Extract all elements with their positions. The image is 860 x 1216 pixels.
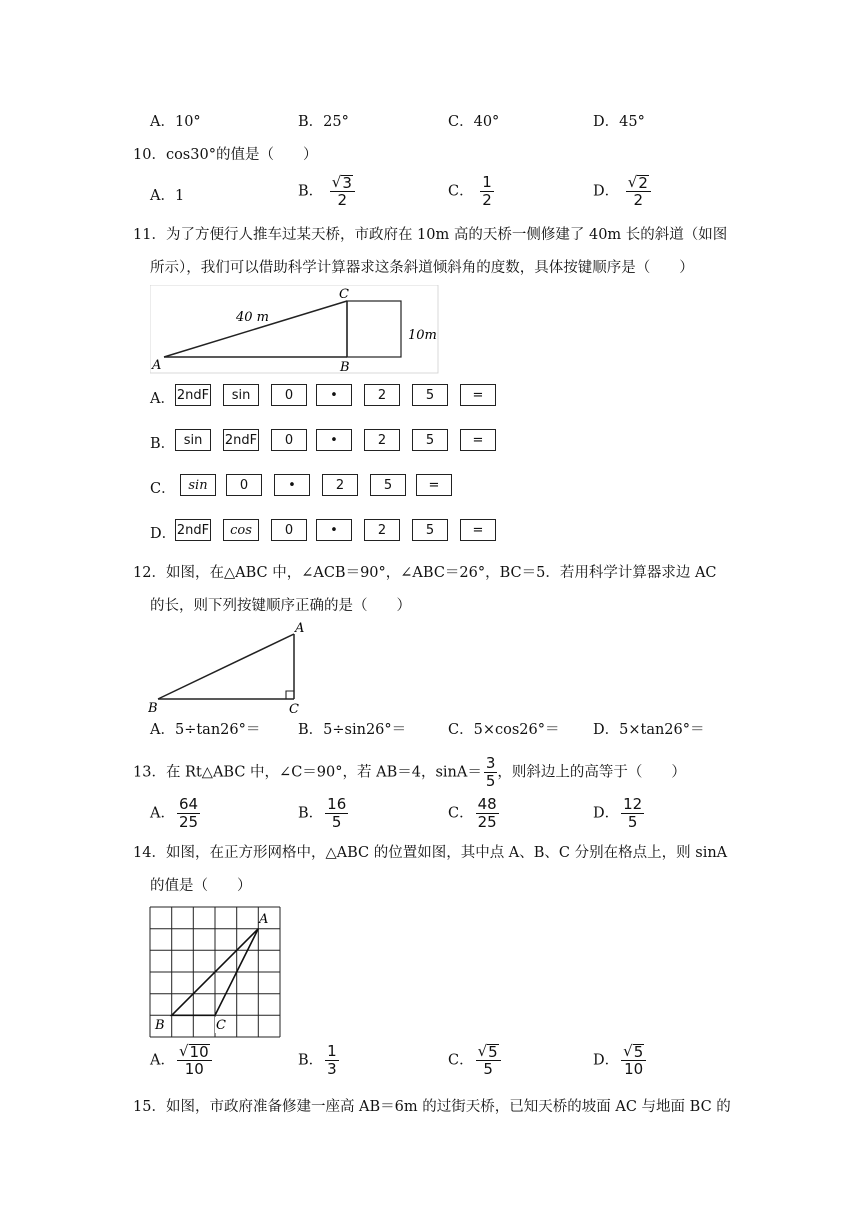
key-5: 5 [412,384,448,406]
q10-option-d-fraction: √ 2 2 [626,174,651,209]
q12-label-b: B [148,701,158,716]
key-sin: sin [175,429,211,451]
q10-stem: 10．cos30°的值是（ ） [133,147,318,163]
key-2ndf: 2ndF [223,429,259,451]
q13-option-d: D． $\frac{12}{5}$ [593,795,643,831]
q11-stem-line2: 所示），我们可以借助科学计算器求这条斜道倾斜角的度数，具体按键顺序是（ ） [150,260,694,276]
key-dot: • [316,384,352,406]
q12-option-a: A．5÷tan26°＝ [150,722,261,738]
key-0: 0 [226,474,262,496]
key-0: 0 [271,384,307,406]
q11-hyp-label: 40 m [236,310,270,325]
key-equals: = [460,519,496,541]
key-5: 5 [412,429,448,451]
q13-stem: 13．在 Rt△ABC 中，∠C＝90°，若 AB＝4，sinA＝ $\frac{3}{5}$ ，则斜边上的高等于（ ） [133,754,686,790]
key-equals: = [460,384,496,406]
q12-figure [148,620,318,716]
q14-label-a: A [259,912,269,927]
key-0: 0 [271,519,307,541]
key-sin: sin [223,384,259,406]
q10-option-b: B． √ 3 2 [298,174,355,209]
q10-option-d: D． √ 2 2 [593,174,651,209]
q12-right-angle-mark [286,691,294,699]
q14-option-c: C． √ 5 5 [448,1043,501,1078]
q12-option-d: D．5×tan26°＝ [593,722,705,738]
q11-stem-line1: 11．为了方便行人推车过某天桥，市政府在 10m 高的天桥一侧修建了 40m 长的斜道（如图 [133,227,728,243]
q15-stem-line1: 15．如图，市政府准备修建一座高 AB＝6m 的过街天桥，已知天桥的坡面 AC 与地面 BC 的 [133,1099,731,1115]
key-2: 2 [364,519,400,541]
q13-option-a: A． $\frac{64}{25}$ [150,795,199,831]
key-equals: = [416,474,452,496]
q11-bridge-box [347,301,401,357]
q11-height-label: 10m [408,328,437,343]
key-sin: sin [180,474,216,496]
key-dot: • [316,429,352,451]
q11-figure [150,285,440,375]
key-2: 2 [364,384,400,406]
key-2: 2 [322,474,358,496]
q9-option-d: D．45° [593,114,645,130]
q14-label-b: B [155,1018,165,1033]
key-0: 0 [271,429,307,451]
key-cos: cos [223,519,259,541]
q12-option-c: C．5×cos26°＝ [448,722,560,738]
q14-option-a: A． √ 10 10 [150,1043,212,1078]
q14-label-c: C [216,1018,226,1033]
q9-option-b: B．25° [298,114,349,130]
key-dot: • [316,519,352,541]
q14-option-d: D． √ 5 10 [593,1043,646,1078]
key-dot: • [274,474,310,496]
key-2: 2 [364,429,400,451]
q11-label-c: C [339,287,349,302]
key-equals: = [460,429,496,451]
q12-label-c: C [289,702,299,716]
key-2ndf: 2ndF [175,384,211,406]
q14-grid-figure [148,905,282,1039]
q12-stem-line1: 12．如图，在△ABC 中，∠ACB＝90°，∠ABC＝26°，BC＝5．若用科学计算器求边 AC [133,565,717,581]
q11-label-b: B [340,360,350,375]
key-5: 5 [412,519,448,541]
q9-option-c: C．40° [448,114,500,130]
q13-option-b: B． $\frac{16}{5}$ [298,795,347,831]
key-5: 5 [370,474,406,496]
q10-option-b-fraction: √ 3 2 [330,174,355,209]
q11-label-a: A [152,358,162,373]
key-2ndf: 2ndF [175,519,211,541]
q12-option-b: B．5÷sin26°＝ [298,722,407,738]
q10-option-c-fraction: $\frac{1}{2}$ [482,173,492,209]
q9-option-a: A．10° [150,114,201,130]
q12-stem-line2: 的长，则下列按键顺序正确的是（ ） [150,598,411,614]
q12-side-ab [158,634,294,699]
q10-option-c: C． $\frac{1}{2}$ [448,173,492,209]
q14-option-b: B． $\frac{1}{3}$ [298,1042,337,1078]
q14-stem-line1: 14．如图，在正方形网格中，△ABC 的位置如图，其中点 A、B、C 分别在格点上，则 sinA [133,845,728,861]
q12-label-a: A [295,621,305,636]
q14-stem-line2: 的值是（ ） [150,878,252,894]
q13-stem-fraction: $\frac{3}{5}$ [485,754,496,790]
q10-option-a: A．1 [150,188,185,204]
q13-option-c: C． $\frac{48}{25}$ [448,795,497,831]
